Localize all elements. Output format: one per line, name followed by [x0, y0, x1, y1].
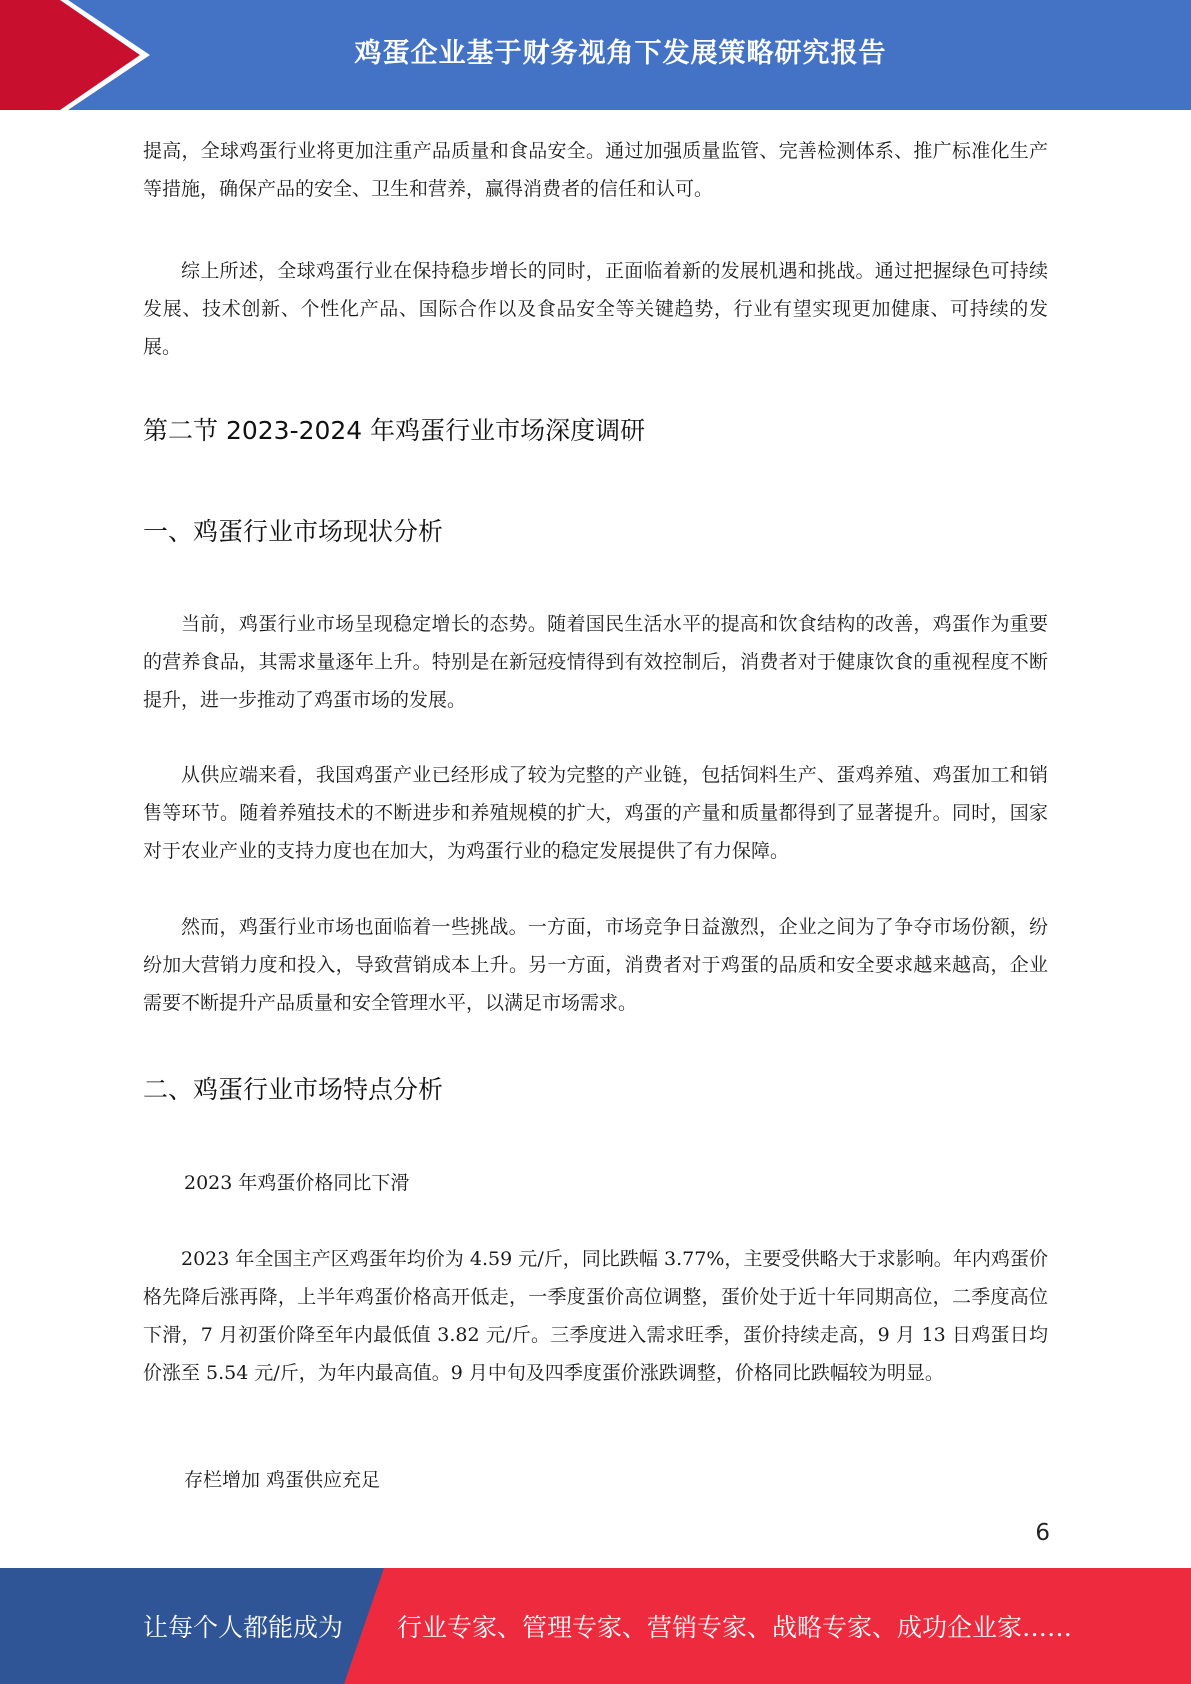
paragraph-status-1: 当前，鸡蛋行业市场呈现稳定增长的态势。随着国民生活水平的提高和饮食结构的改善，鸡蛋作为重要的营养食品，其需求量逐年上升。特别是在新冠疫情得到有效控制后，消费者对于健康饮食的重视程度不断提升，进一步推动了鸡蛋市场的发展。	[143, 613, 1048, 711]
paragraph-status-3: 然而，鸡蛋行业市场也面临着一些挑战。一方面，市场竞争日益激烈，企业之间为了争夺市场份额，纷纷加大营销力度和投入，导致营销成本上升。另一方面，消费者对于鸡蛋的品质和安全要求越来越高，企业需要不断提升产品质量和安全管理水平，以满足市场需求。	[143, 916, 1048, 1014]
footer-slogan-left: 让每个人都能成为	[143, 1613, 344, 1642]
page-header	[0, 0, 1191, 110]
paragraph-price: 2023 年全国主产区鸡蛋年均价为 4.59 元/斤，同比跌幅 3.77%，主要受供略大于求影响。年内鸡蛋价格先降后涨再降，上半年鸡蛋价格高开低走，一季度蛋价高位调整，蛋价处于近十年同期高位，二季度高位下滑，7 月初蛋价降至年内最低值 3.82 元/斤。三季度进入需求旺季，蛋价持续走高，9 月 13 日鸡蛋日均价涨至 5.54 元/斤，为年内最高值。9 月中旬及四季度蛋价涨跌调整，价格同比跌幅较为明显。	[143, 1248, 1048, 1384]
header-title: 鸡蛋企业基于财务视角下发展策略研究报告	[354, 37, 887, 69]
paragraph-intro-1: 提高，全球鸡蛋行业将更加注重产品质量和食品安全。通过加强质量监管、完善检测体系、推广标准化生产等措施，确保产品的安全、卫生和营养，赢得消费者的信任和认可。	[143, 140, 1048, 200]
section-title: 第二节 2023-2024 年鸡蛋行业市场深度调研	[143, 416, 646, 445]
paragraph-status-2: 从供应端来看，我国鸡蛋产业已经形成了较为完整的产业链，包括饲料生产、蛋鸡养殖、鸡蛋加工和销售等环节。随着养殖技术的不断进步和养殖规模的扩大，鸡蛋的产量和质量都得到了显著提升。同时，国家对于农业产业的支持力度也在加大，为鸡蛋行业的稳定发展提供了有力保障。	[143, 764, 1048, 862]
header-arrow-icon	[0, 0, 150, 110]
point-title-2: 存栏增加 鸡蛋供应充足	[184, 1469, 381, 1491]
page-number: 6	[1035, 1520, 1050, 1546]
point-title-1: 2023 年鸡蛋价格同比下滑	[184, 1172, 410, 1194]
subsection-title-2: 二、鸡蛋行业市场特点分析	[143, 1075, 444, 1104]
paragraph-intro-2: 综上所述，全球鸡蛋行业在保持稳步增长的同时，正面临着新的发展机遇和挑战。通过把握绿色可持续发展、技术创新、个性化产品、国际合作以及食品安全等关键趋势，行业有望实现更加健康、可持续的发展。	[143, 260, 1048, 358]
footer-slogan-right: 行业专家、管理专家、营销专家、战略专家、成功企业家……	[397, 1613, 1073, 1642]
page-footer	[0, 1568, 1191, 1684]
subsection-title-1: 一、鸡蛋行业市场现状分析	[143, 517, 444, 546]
